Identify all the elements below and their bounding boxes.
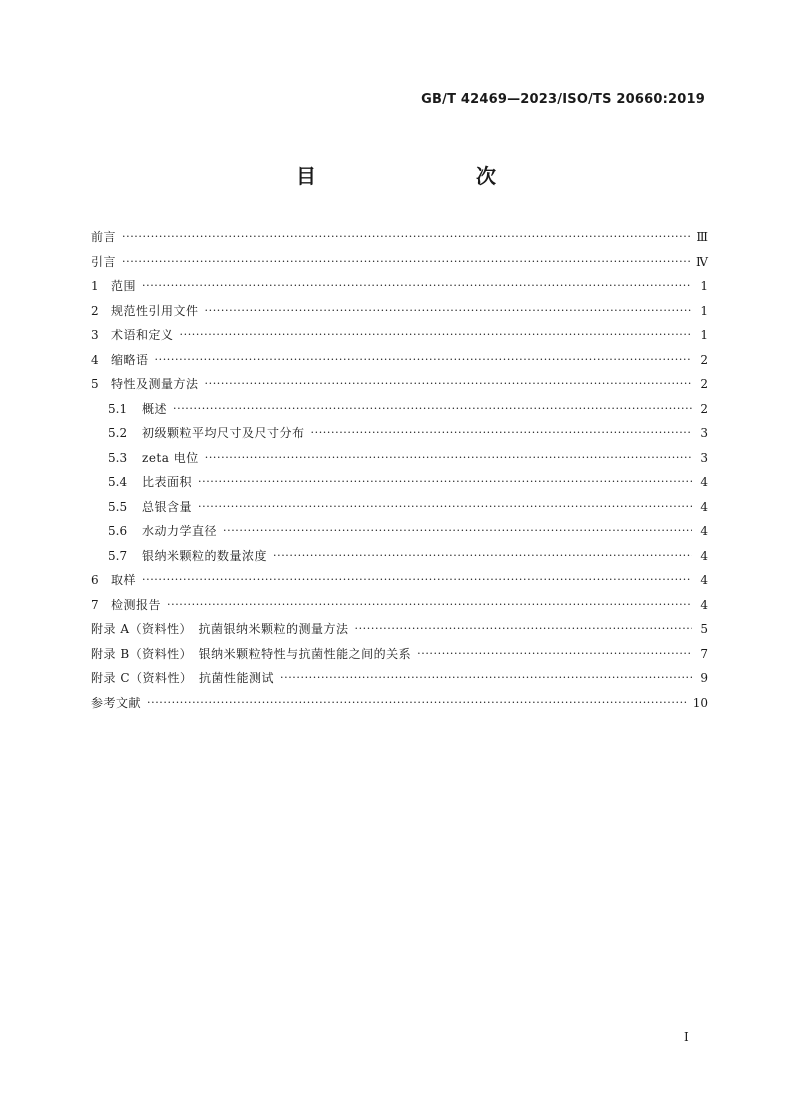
toc-page: 4 — [700, 597, 708, 612]
toc-row-2[interactable] — [91, 299, 708, 324]
toc-leader-dots — [142, 568, 692, 593]
toc-row-6[interactable] — [91, 568, 708, 593]
toc-row-4[interactable] — [91, 348, 708, 373]
toc-page: 3 — [700, 426, 708, 440]
toc-number: 5.2 — [108, 426, 128, 440]
toc-number: 3 — [91, 328, 99, 342]
toc-leader-dots — [147, 691, 687, 716]
toc-label: 检测报告 — [111, 597, 162, 612]
toc-number: 5.3 — [108, 450, 128, 465]
toc-leader-dots — [155, 348, 692, 373]
toc-row-annex-a[interactable] — [91, 617, 708, 642]
toc-row-5-6[interactable] — [91, 519, 708, 544]
toc-row-foreword[interactable] — [91, 225, 708, 250]
toc-page: 7 — [700, 646, 708, 661]
toc-leader-dots — [122, 225, 690, 250]
toc-label: 银纳米颗粒的数量浓度 — [142, 548, 268, 563]
toc-label: 总银含量 — [142, 499, 193, 514]
toc-row-7[interactable] — [91, 593, 708, 618]
toc-row-1[interactable] — [91, 274, 708, 299]
toc-page: 3 — [700, 450, 708, 465]
toc-leader-dots — [354, 617, 692, 642]
toc-label: 取样 — [111, 573, 137, 587]
toc-row-bibliography[interactable] — [91, 691, 708, 716]
toc-page: Ⅲ — [696, 230, 708, 244]
toc-page: 2 — [700, 401, 708, 416]
toc-label: 概述 — [142, 401, 168, 416]
toc-label: 初级颗粒平均尺寸及尺寸分布 — [142, 426, 305, 440]
toc-number: 1 — [91, 279, 99, 293]
toc-leader-dots — [122, 250, 690, 275]
toc-leader-dots — [280, 666, 692, 691]
toc-label: 范围 — [111, 279, 137, 293]
toc-page: 4 — [700, 573, 708, 587]
toc-page: 2 — [700, 377, 708, 391]
toc-page: 5 — [700, 622, 708, 636]
standard-code: GB/T 42469—2023/ISO/TS 20660:2019 — [421, 92, 705, 107]
toc-leader-dots — [180, 323, 692, 348]
toc-row-5[interactable] — [91, 372, 708, 397]
toc-page: 9 — [700, 671, 708, 685]
toc-leader-dots — [311, 421, 692, 446]
toc-number: 7 — [91, 597, 99, 612]
toc-page: 4 — [700, 475, 708, 489]
toc-label: 规范性引用文件 — [111, 303, 199, 318]
toc-leader-dots — [205, 299, 692, 324]
toc-row-annex-b[interactable] — [91, 642, 708, 667]
toc-page: 1 — [700, 328, 708, 342]
toc-number: 2 — [91, 303, 99, 318]
toc-number: 5.5 — [108, 499, 128, 514]
toc-label: 参考文献 — [91, 695, 142, 710]
toc-number: 5.4 — [108, 475, 128, 489]
toc-row-5-7[interactable] — [91, 544, 708, 569]
toc-page: 4 — [700, 548, 708, 563]
toc-leader-dots — [167, 593, 692, 618]
toc-label: 术语和定义 — [111, 328, 174, 342]
toc-row-5-2[interactable] — [91, 421, 708, 446]
toc-page: 4 — [700, 499, 708, 514]
toc-leader-dots — [205, 446, 692, 471]
toc-number: 5 — [91, 377, 99, 391]
toc-page: 4 — [700, 524, 708, 538]
toc-label: zeta 电位 — [142, 450, 199, 465]
toc-number: 5.1 — [108, 401, 128, 416]
toc-row-5-3[interactable] — [91, 446, 708, 471]
toc-label: 附录 A（资料性） 抗菌银纳米颗粒的测量方法 — [91, 622, 349, 636]
toc-row-3[interactable] — [91, 323, 708, 348]
page-title: 目 次 — [296, 164, 536, 188]
toc-leader-dots — [417, 642, 692, 667]
toc-number: 5.7 — [108, 548, 128, 563]
toc-label: 引言 — [91, 254, 117, 269]
toc-row-5-1[interactable] — [91, 397, 708, 422]
toc-row-annex-c[interactable] — [91, 666, 708, 691]
toc-number: 5.6 — [108, 524, 128, 538]
toc-leader-dots — [273, 544, 692, 569]
toc-label: 前言 — [91, 230, 117, 244]
toc-page: 2 — [700, 352, 708, 367]
toc-label: 缩略语 — [111, 352, 149, 367]
toc-label: 水动力学直径 — [142, 524, 218, 538]
toc-label: 附录 B（资料性） 银纳米颗粒特性与抗菌性能之间的关系 — [91, 646, 412, 661]
toc-label: 特性及测量方法 — [111, 377, 199, 391]
toc-leader-dots — [198, 470, 692, 495]
toc-page: 10 — [692, 695, 708, 710]
toc-page: 1 — [700, 279, 708, 293]
toc-leader-dots — [173, 397, 692, 422]
toc-leader-dots — [205, 372, 692, 397]
toc-row-introduction[interactable] — [91, 250, 708, 275]
toc-page: 1 — [700, 303, 708, 318]
toc-label: 附录 C（资料性） 抗菌性能测试 — [91, 671, 274, 685]
toc-leader-dots — [223, 519, 692, 544]
toc-row-5-5[interactable] — [91, 495, 708, 520]
toc-page: Ⅳ — [696, 254, 708, 269]
toc-leader-dots — [198, 495, 692, 520]
toc-leader-dots — [142, 274, 692, 299]
toc-row-5-4[interactable] — [91, 470, 708, 495]
toc-number: 4 — [91, 352, 99, 367]
toc-number: 6 — [91, 573, 99, 587]
page-number: I — [684, 1030, 689, 1044]
toc-label: 比表面积 — [142, 475, 193, 489]
table-of-contents — [91, 225, 708, 715]
